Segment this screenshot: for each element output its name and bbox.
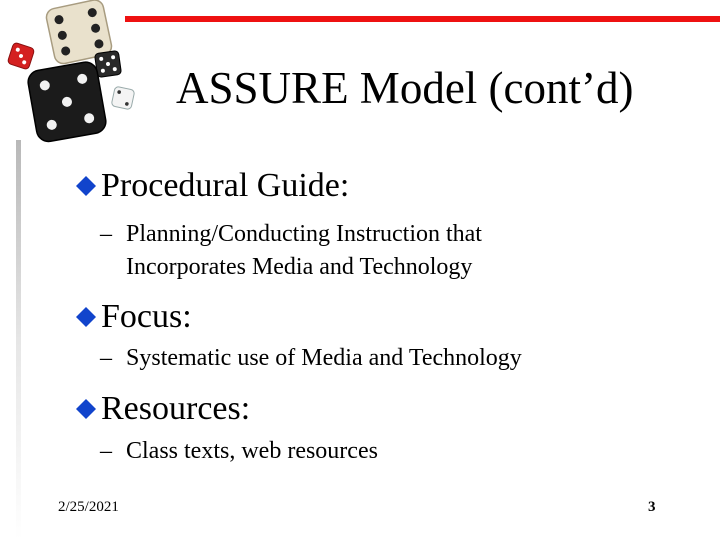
sub-item-systematic bbox=[100, 342, 522, 375]
bullet-heading: Procedural Guide: bbox=[101, 167, 350, 204]
bullet-procedural-guide bbox=[75, 165, 349, 207]
bullet-heading: Resources: bbox=[101, 390, 251, 427]
footer-page-number: 3 bbox=[648, 499, 656, 515]
diamond-bullet-icon bbox=[75, 398, 97, 420]
diamond-bullet-icon bbox=[75, 306, 97, 328]
bullet-heading: Focus: bbox=[101, 298, 192, 335]
diamond-bullet-icon bbox=[75, 175, 97, 197]
sub-item-planning bbox=[100, 218, 482, 284]
dash-marker: – bbox=[100, 221, 112, 247]
dice-icon bbox=[0, 0, 170, 160]
sub-item-text: Class texts, web resources bbox=[126, 438, 378, 464]
bullet-focus bbox=[75, 296, 192, 338]
footer-date: 2/25/2021 bbox=[58, 499, 119, 515]
sub-item-text: Incorporates Media and Technology bbox=[126, 254, 473, 280]
slide-title: ASSURE Model (cont’d) bbox=[176, 63, 634, 113]
left-accent-rule bbox=[16, 140, 21, 540]
bullet-resources bbox=[75, 388, 250, 430]
top-accent-rule bbox=[125, 16, 720, 22]
sub-item-text: Planning/Conducting Instruction that bbox=[126, 221, 482, 247]
sub-item-text: Systematic use of Media and Technology bbox=[126, 345, 522, 371]
dash-marker: – bbox=[100, 438, 112, 464]
sub-item-class-texts bbox=[100, 435, 378, 468]
dash-marker: – bbox=[100, 345, 112, 371]
